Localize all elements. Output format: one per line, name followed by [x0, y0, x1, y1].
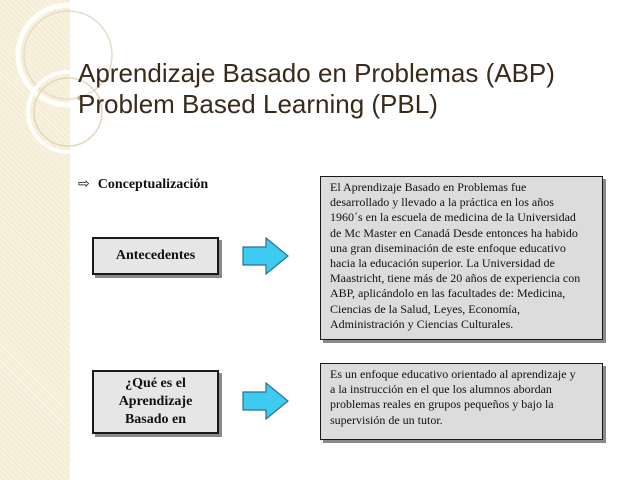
que-es-label-line: ¿Qué es el [125, 376, 186, 391]
antecedentes-text-line: una gran diseminación de este enfoque educativo [330, 240, 566, 255]
que-es-label-line: Basado en [124, 412, 187, 427]
antecedentes-text-line: hacia la educación superior. La Universidad de [330, 256, 555, 271]
section-heading-label: Conceptualización [97, 177, 209, 192]
slide-title [78, 58, 555, 120]
antecedentes-text-line: Ciencias de la Salud, Leyes, Economía, [330, 301, 520, 316]
antecedentes-text-line: desarrollado y llevado a la práctica en los años [330, 195, 554, 210]
section-heading [78, 176, 208, 193]
antecedentes-text-line: 1960´s en la escuela de medicina de la Universidad [330, 210, 576, 225]
antecedentes-text-box [320, 176, 603, 340]
antecedentes-label: Antecedentes [115, 248, 196, 263]
antecedentes-text-line: Maastricht, tiene más de 20 años de experiencia con [330, 271, 581, 286]
antecedentes-text-line: ABP, aplicándolo en las facultades de: Medicina, [330, 286, 566, 301]
definicion-text-line: a la instrucción en el que los alumnos abordan [330, 382, 552, 397]
antecedentes-text-line: El Aprendizaje Basado en Problemas fue [330, 180, 527, 194]
title-line-2: Problem Based Learning (PBL) [78, 89, 438, 119]
hollow-right-arrow-icon: ⇨ [78, 177, 90, 192]
antecedentes-label-box [92, 237, 219, 275]
title-line-1: Aprendizaje Basado en Problemas (ABP) [78, 58, 555, 88]
right-arrow-icon [242, 237, 290, 275]
que-es-label-box [92, 370, 219, 434]
antecedentes-text-line: de Mc Master en Canadá Desde entonces ha habido [330, 225, 578, 240]
right-arrow-icon [242, 382, 290, 420]
definicion-text-line: supervisión de un tutor. [330, 412, 443, 427]
que-es-label-line: Aprendizaje [118, 394, 193, 409]
definicion-text-box [320, 363, 603, 440]
antecedentes-text-line: Administración y Ciencias Culturales. [330, 316, 514, 331]
definicion-text-line: problemas reales en grupos pequeños y bajo la [330, 397, 554, 412]
definicion-text-line: Es un enfoque educativo orientado al aprendizaje y [330, 367, 576, 381]
